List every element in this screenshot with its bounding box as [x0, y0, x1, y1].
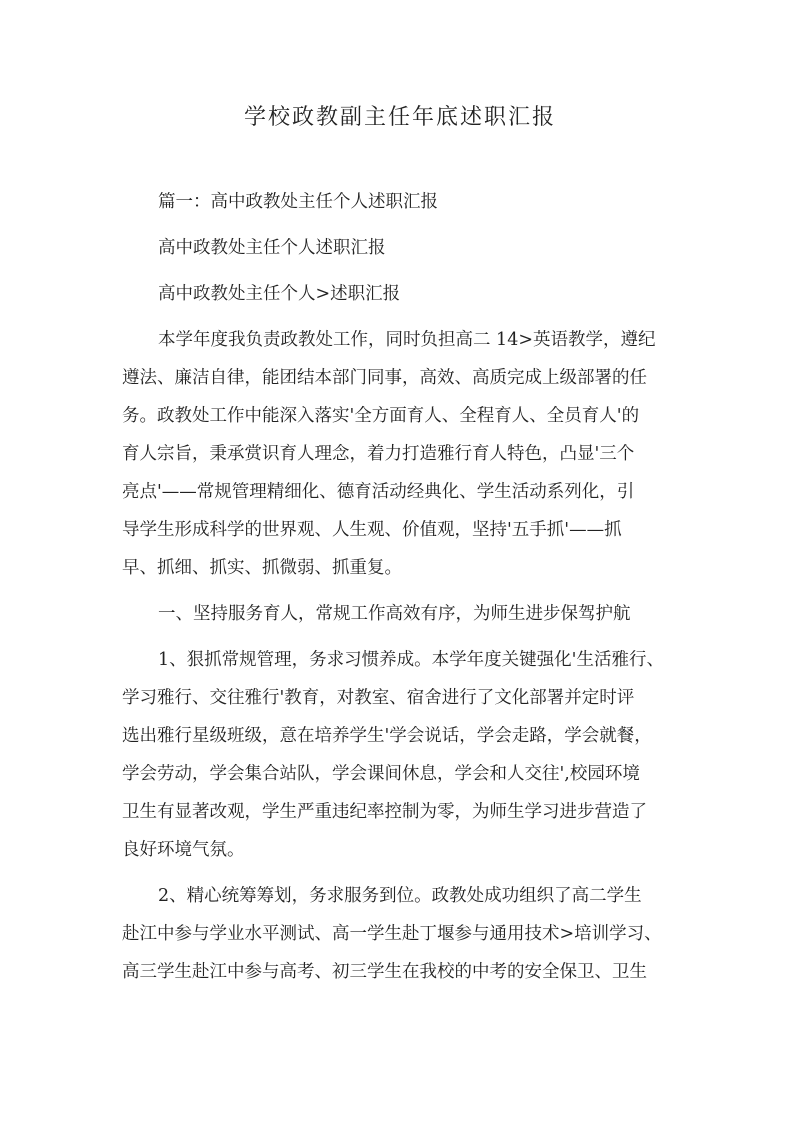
paragraph-intro [122, 321, 684, 587]
paragraph-line: 学会劳动，学会集合站队，学会课间休息，学会和人交往',校园环境 [122, 764, 640, 784]
paragraph-planning [122, 877, 684, 991]
document-title: 学校政教副主任年底述职汇报 [243, 105, 556, 130]
heading-chapter-1: 篇一：高中政教处主任个人述职汇报 [158, 192, 438, 212]
paragraph-line: 早、抓细、抓实、抓微弱、抓重复。 [122, 558, 402, 578]
document-body [122, 183, 684, 991]
paragraph-line: 务。政教处工作中能深入落实'全方面育人、全程育人、全员育人'的 [122, 406, 640, 426]
paragraph-routine-management [122, 641, 684, 869]
paragraph-line: 良好环境气氛。 [122, 840, 245, 860]
paragraph-line: 选出雅行星级班级，意在培养学生'学会说话，学会走路，学会就餐， [122, 726, 652, 746]
paragraph-line: 卫生有显著改观，学生严重违纪率控制为零，为师生学习进步营造了 [122, 802, 647, 822]
paragraph-line: 亮点'——常规管理精细化、德育活动经典化、学生活动系列化，引 [122, 482, 635, 502]
paragraph-line: 育人宗旨，秉承赏识育人理念，着力打造雅行育人特色，凸显'三个 [122, 444, 635, 464]
paragraph-line: 导学生形成科学的世界观、人生观、价值观，坚持'五手抓'——抓 [122, 520, 622, 540]
paragraph-line: 遵法、廉洁自律，能团结本部门同事，高效、高质完成上级部署的任 [122, 368, 647, 388]
paragraph-line: 赴江中参与学业水平测试、高一学生赴丁堰参与通用技术>培训学习、 [122, 924, 662, 944]
paragraph-line: 本学年度我负责政教处工作，同时负担高二 14>英语教学，遵纪 [158, 330, 656, 350]
heading-subtitle-2: 高中政教处主任个人>述职汇报 [158, 284, 401, 304]
heading-subtitle: 高中政教处主任个人述职汇报 [158, 238, 386, 258]
paragraph-line: 高三学生赴江中参与高考、初三学生在我校的中考的安全保卫、卫生 [122, 962, 647, 982]
paragraph-line: 1、狠抓常规管理，务求习惯养成。本学年度关键强化'生活雅行、 [158, 650, 664, 670]
section-heading-1: 一、坚持服务育人，常规工作高效有序，为师生进步保驾护航 [158, 604, 631, 624]
paragraph-line: 学习雅行、交往雅行'教育，对教室、宿舍进行了文化部署并定时评 [122, 688, 635, 708]
paragraph-line: 2、精心统筹筹划，务求服务到位。政教处成功组织了高二学生 [158, 886, 642, 906]
